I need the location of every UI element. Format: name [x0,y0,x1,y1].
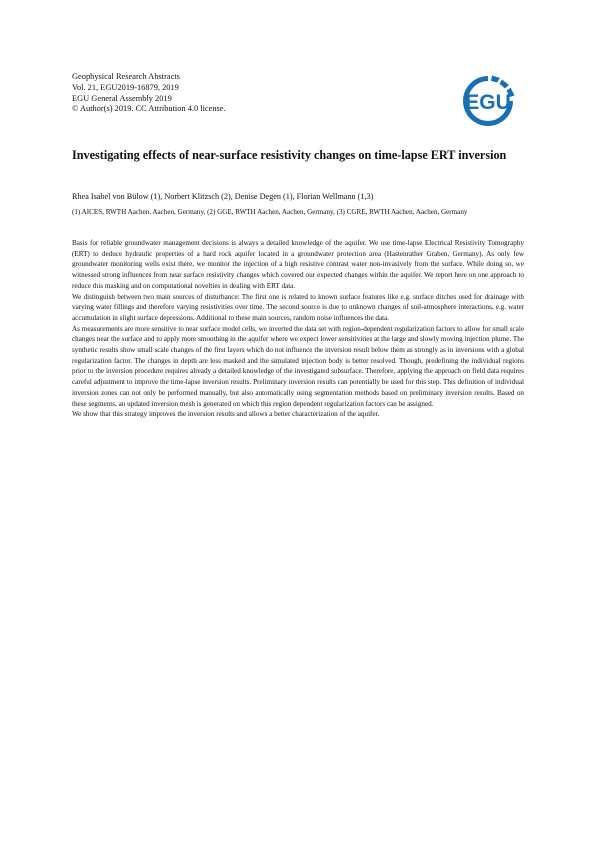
volume-info: Vol. 21, EGU2019-16879, 2019 [72,82,179,92]
abstract-paragraph: We distinguish between two main sources of disturbance: The first one is related to known surface features like e.g. surface ditches used for drainage with varying water fillings and therefore varying resistivities over time. The second source is due to unknown changes of soil-atmosphere interactions, e.g. water accumulation in slight surface depressions. Additional to these main sources, random noise influences the data. [72,292,524,322]
abstract-paragraph: Basis for reliable groundwater management decisions is always a detailed knowledge of the aquifer. We use time-lapse Electrical Resistivity Tomography (ERT) to deduce hydraulic properties of a hard rock aquifer located in a groundwater protection area (Hastenrather Graben, Germany). As only few groundwater monitoring wells exist there, we monitor the injection of a high resistive contrast water non-invasively from the surface. While doing so, we witnessed strong influences from near surface resistivity changes which covered our expected changes within the aquifer. We report here on one approach to reduce this masking and on computational novelties in dealing with ERT data. [72,239,524,290]
abstract-paragraph: We show that this strategy improves the inversion results and allows a better characterization of the aquifer. [72,410,380,419]
abstract-body [72,238,524,420]
publication-header [72,72,226,115]
license-info: © Author(s) 2019. CC Attribution 4.0 license. [72,104,226,114]
egu-logo-icon [456,70,520,132]
affiliation-list: (1) AICES, RWTH Aachen, Aachen, Germany, (2) GGE, RWTH Aachen, Aachen, Germany, (3) CGRE, RWTH Aachen, Aachen, Germany [72,208,468,216]
egu-logo-text: EGU [465,91,511,114]
abstract-paragraph: As measurements are more sensitive to near surface model cells, we inverted the data set with region-dependent regularization factors to allow for small scale changes near the surface and to apply more smoothing in the aquifer where we expect lower sensitivities at the large and slowly moving injection plume. The synthetic results show small scale changes of the first layers which do not influence the inversion result below them as strongly as in inversions with a global regularization factor. The changes in depth are less masked and the simulated injection body is better resolved. Though, predefining the individual regions prior to the inversion procedure requires already a detailed knowledge of the investigated subsurface. Therefore, applying the approach on field data requires careful adjustment to improve the time-lapse inversion results. Preliminary inversion results can potentially be used for this step. This definition of individual inversion zones can not only be performed manually, but also automatically using segmentation methods based on preliminary inversion results. Based on these segments, an updated inversion mesh is generated on which this region dependent regularization factors can be assigned. [72,324,524,408]
journal-name: Geophysical Research Abstracts [72,72,180,81]
assembly-name: EGU General Assembly 2019 [72,93,172,103]
paper-title: Investigating effects of near-surface resistivity changes on time-lapse ERT inversion [72,148,507,162]
author-list: Rhea Isabel von Bülow (1), Norbert Klitzsch (2), Denise Degen (1), Florian Wellmann (1,3) [72,192,374,201]
